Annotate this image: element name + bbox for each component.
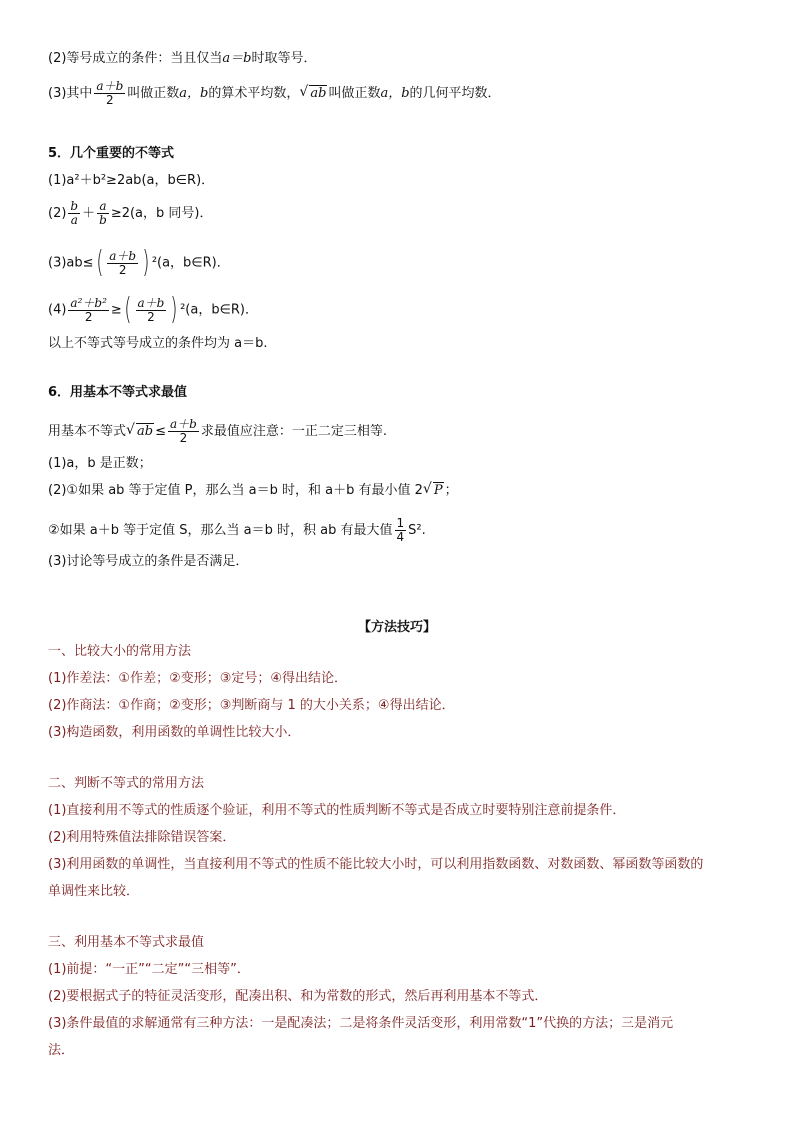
denominator: 2 [179, 431, 188, 445]
text: 叫做正数 [127, 86, 180, 101]
sqrt-p [424, 482, 444, 500]
text: 时取等号． [251, 51, 317, 66]
methods-two-item-3: (3)利用函数的单调性，当直接利用不等式的性质不能比较大小时，可以利用指数函数、对数函数、幂函数等函数的 [48, 857, 704, 872]
numerator: a＋b [137, 295, 165, 310]
numerator: b [70, 199, 79, 213]
text: (2) [48, 206, 67, 221]
methods-two-item-2: (2)利用特殊值法排除错误答案． [48, 830, 236, 845]
text: 用基本不等式 [48, 424, 127, 439]
left-paren: ( [95, 245, 103, 280]
radicand: P [433, 483, 443, 498]
inequality-3 [48, 245, 230, 280]
math-var: a，b [380, 86, 410, 101]
denominator: 2 [118, 262, 127, 277]
text: (4) [48, 302, 67, 318]
numerator: a＋b [96, 79, 124, 93]
condition-1: (1)a，b 是正数； [48, 456, 152, 471]
fraction-1-over-4 [395, 517, 407, 544]
text: (3)ab≤ [48, 255, 94, 271]
condition-3: (3)讨论等号成立的条件是否满足． [48, 554, 249, 569]
methods-one-item-3: (3)构造函数，利用函数的单调性比较大小． [48, 725, 301, 740]
methods-three-item-3: (3)条件最值的求解通常有三种方法：一是配凑法；二是将条件灵活变形，利用常数“1”代换的方法；三是消元 [48, 1016, 674, 1031]
text: 的几何平均数． [409, 86, 501, 101]
text: ²(a，b∈R)． [180, 302, 259, 318]
text: (2)①如果 ab 等于定值 P，那么当 a＝b 时，和 a＋b 有最小值 2 [48, 483, 423, 498]
inequality-1: (1)a²＋b²≥2ab(a，b∈R)． [48, 173, 215, 188]
numerator: a [97, 200, 109, 214]
text: 求最值应注意：一正二定三相等. [200, 424, 387, 439]
text: 叫做正数 [328, 86, 381, 101]
methods-three-title: 三、利用基本不等式求最值 [48, 935, 205, 950]
text: (2)等号成立的条件：当且仅当 [48, 51, 223, 66]
methods-one-item-2: (2)作商法：①作商；②变形；③判断商与 1 的大小关系；④得出结论． [48, 698, 455, 713]
sqrt-ab [300, 85, 327, 103]
sqrt-ab [127, 423, 154, 441]
fraction-a-plus-b-over-2 [136, 297, 167, 324]
inequality-2 [48, 200, 212, 227]
text: (3)其中 [48, 86, 93, 101]
means-definition-line [48, 80, 501, 107]
methods-two-item-1: (1)直接利用不等式的性质逐个验证，利用不等式的性质判断不等式是否成立时要特别注意前提条件． [48, 803, 626, 818]
text: ＋ [82, 206, 96, 221]
methods-one-title: 一、比较大小的常用方法 [48, 644, 192, 659]
radicand: ab [137, 424, 154, 439]
denominator: 2 [84, 309, 93, 324]
methods-three-item-3-cont: 法． [48, 1043, 75, 1058]
fraction-a-over-b [97, 200, 109, 227]
text: ≥ [110, 302, 122, 318]
numerator: 1 [396, 516, 405, 530]
denominator: 4 [396, 530, 405, 544]
methods-three-item-1: (1)前提：“一正”“二定”“三相等”． [48, 962, 250, 977]
denominator: b [99, 213, 107, 227]
fraction-a-plus-b-over-2 [94, 80, 125, 107]
right-paren: ) [142, 245, 150, 280]
fraction-sum-squares-over-2 [68, 297, 108, 324]
right-paren: ) [170, 292, 178, 327]
condition-2a [48, 482, 458, 500]
fraction-b-over-a [68, 200, 80, 227]
text: 的算术平均数， [208, 86, 300, 101]
section-5-title: 5．几个重要的不等式 [48, 146, 175, 161]
denominator: a [70, 213, 78, 227]
fraction-a-plus-b-over-2 [107, 250, 138, 277]
methods-two-item-3-cont: 单调性来比较． [48, 884, 140, 899]
text: S². [408, 523, 426, 538]
text: ≥2(a，b 同号)． [110, 206, 213, 221]
text: ≤ [155, 424, 166, 439]
numerator: a＋b [170, 417, 197, 431]
text: ②如果 a＋b 等于定值 S，那么当 a＝b 时，积 ab 有最大值 [48, 523, 393, 538]
methods-title: 【方法技巧】 [357, 620, 436, 635]
methods-three-item-2: (2)要根据式子的特征灵活变形，配凑出积、和为常数的形式，然后再利用基本不等式． [48, 989, 548, 1004]
text: ²(a，b∈R)． [151, 255, 230, 271]
denominator: 2 [106, 93, 114, 107]
section-6-title: 6．用基本不等式求最值 [48, 385, 188, 400]
equality-condition-line [48, 50, 317, 68]
left-paren: ( [124, 292, 132, 327]
section-6-intro [48, 418, 387, 445]
denominator: 2 [147, 309, 155, 324]
text: ； [444, 483, 458, 498]
methods-one-item-1: (1)作差法：①作差；②变形；③定号；④得出结论． [48, 671, 348, 686]
radicand: ab [310, 86, 327, 101]
math-var: a＝b [222, 51, 252, 66]
numerator: a²＋b² [70, 295, 107, 310]
condition-2b [48, 517, 426, 544]
fraction-a-plus-b-over-2 [168, 418, 199, 445]
numerator: a＋b [109, 248, 137, 263]
inequality-4 [48, 292, 259, 327]
equality-note: 以上不等式等号成立的条件均为 a＝b. [48, 336, 268, 351]
math-var: a，b [179, 86, 209, 101]
methods-two-title: 二、判断不等式的常用方法 [48, 776, 205, 791]
